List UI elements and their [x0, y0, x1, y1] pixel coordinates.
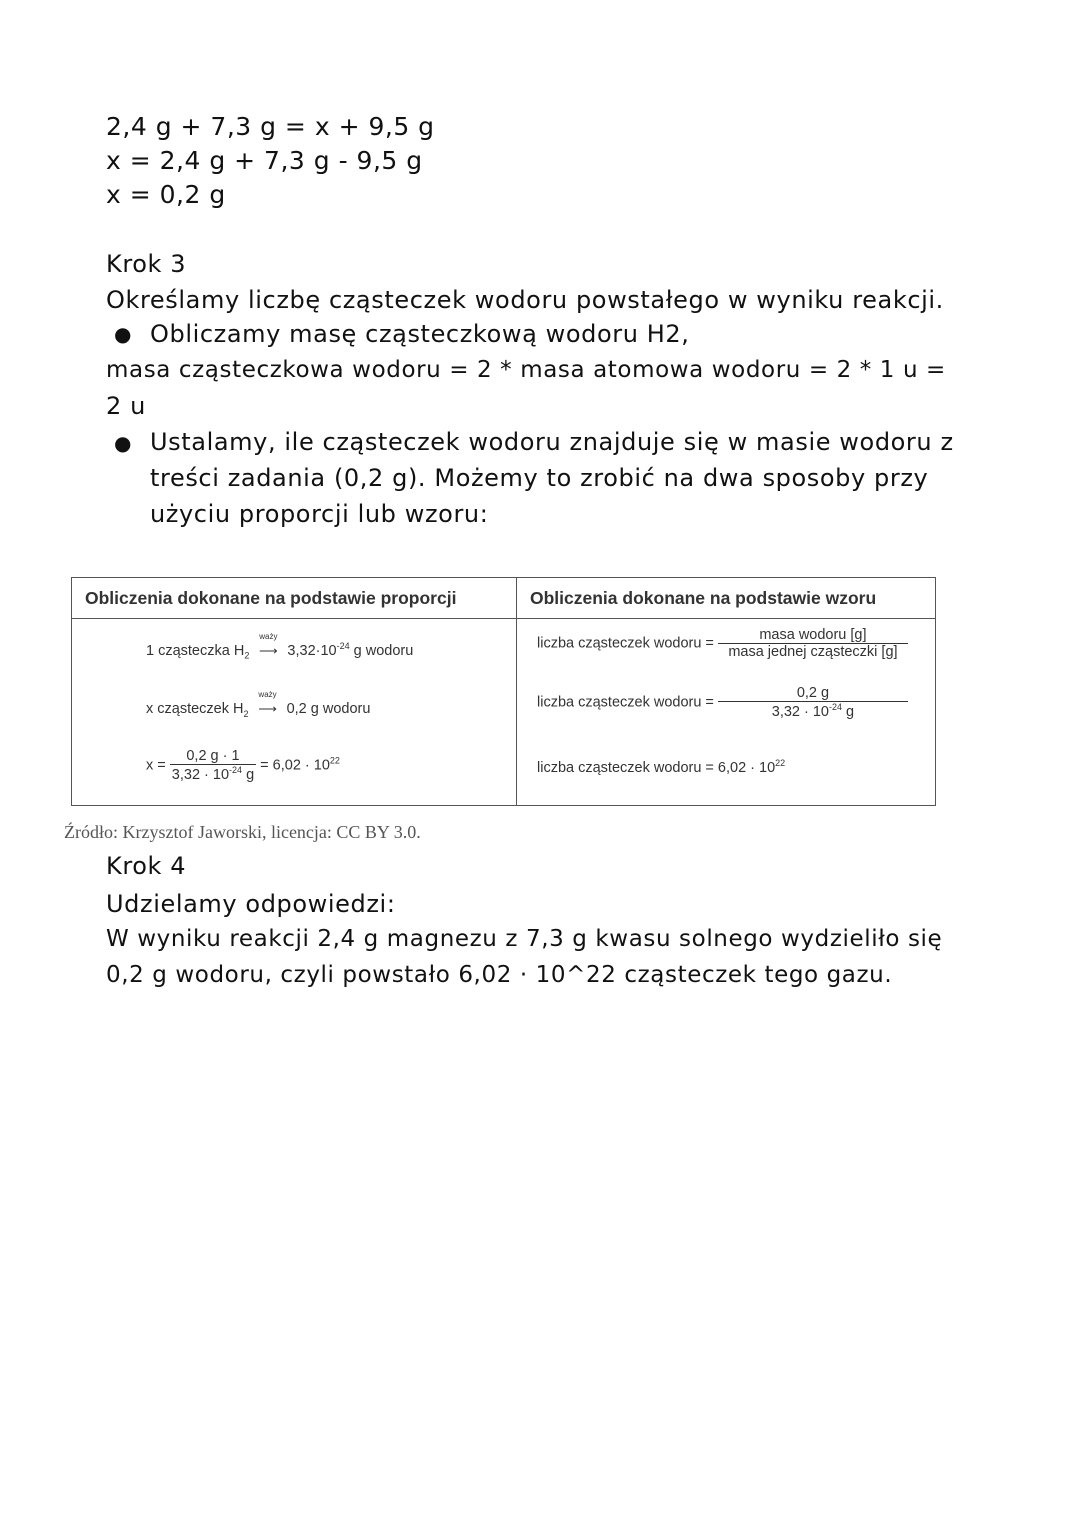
formula-row-1: liczba cząsteczek wodoru = $\frac{\text{masa wodoru [g]}}{\text{masa jednej cząsteczki [g]}}$	[537, 627, 908, 660]
mass-line-1: masa cząsteczkowa wodoru = 2 * masa atomowa wodoru = 2 * 1 u =	[106, 357, 946, 383]
arrow-icon: waży ⟶	[259, 631, 278, 658]
answer-line-1: W wyniku reakcji 2,4 g magnezu z 7,3 g kwasu solnego wydzieliło się	[106, 926, 943, 952]
proportion-cell	[72, 619, 517, 806]
equation-line-3: x = 0,2 g	[106, 180, 226, 209]
source-caption: Źródło: Krzysztof Jaworski, licencja: CC BY 3.0.	[64, 822, 421, 842]
step3-title: Krok 3	[106, 250, 187, 278]
proportion-row-2: x cząsteczek $H_2$ waży ⟶ 0,2 g wodoru	[146, 690, 371, 719]
fraction: $\frac{0,2 g}{3,32 \cdot 10^{-24} g}$	[718, 685, 908, 720]
step3-bullet2-line1: Ustalamy, ile cząsteczek wodoru znajduje się w masie wodoru z	[150, 428, 954, 456]
fraction: $\frac{\text{masa wodoru [g]}}{\text{masa jednej cząsteczki [g]}}$	[718, 627, 908, 660]
step4-title: Krok 4	[106, 852, 187, 880]
bullet-icon: ●	[114, 322, 132, 346]
answer-line-2: 0,2 g wodoru, czyli powstało 6,02 · 10^22 cząsteczek tego gazu.	[106, 962, 893, 988]
calculation-table	[71, 577, 936, 806]
formula-cell	[517, 619, 936, 806]
equation-line-1: 2,4 g + 7,3 g = x + 9,5 g	[106, 112, 435, 141]
step3-bullet1: Obliczamy masę cząsteczkową wodoru H2,	[150, 320, 690, 348]
fraction: $\frac{0,2 g \cdot 1}{3,32 \cdot 10^{-24} g}$	[171, 748, 255, 783]
header-formula: Obliczenia dokonane na podstawie wzoru	[517, 578, 936, 619]
equation-line-2: x = 2,4 g + 7,3 g - 9,5 g	[106, 146, 423, 175]
arrow-icon: waży ⟶	[258, 690, 277, 716]
header-proportion: Obliczenia dokonane na podstawie proporcji	[72, 578, 517, 619]
step3-bullet2-line3: użyciu proporcji lub wzoru:	[150, 500, 489, 528]
proportion-row-3: x = $\frac{0,2 g \cdot 1}{3,32 \cdot 10^{-24} g}$ = $6,02 \cdot 10^{22}$	[146, 748, 340, 783]
step3-bullet2-line2: treści zadania (0,2 g). Możemy to zrobić na dwa sposoby przy	[150, 464, 929, 492]
step3-intro: Określamy liczbę cząsteczek wodoru powstałego w wyniku reakcji.	[106, 286, 944, 314]
mass-line-2: 2 u	[106, 392, 146, 420]
formula-row-2: liczba cząsteczek wodoru = $\frac{0,2 g}{3,32 \cdot 10^{-24} g}$	[537, 685, 908, 720]
bullet-icon: ●	[114, 431, 132, 455]
formula-row-3: liczba cząsteczek wodoru = $6,02 \cdot 10^{22}$	[537, 758, 786, 776]
step4-intro: Udzielamy odpowiedzi:	[106, 890, 396, 918]
proportion-row-1: 1 cząsteczka $H_2$ waży ⟶ $3,32\cdot 10^{-24}$ g wodoru	[146, 631, 414, 661]
